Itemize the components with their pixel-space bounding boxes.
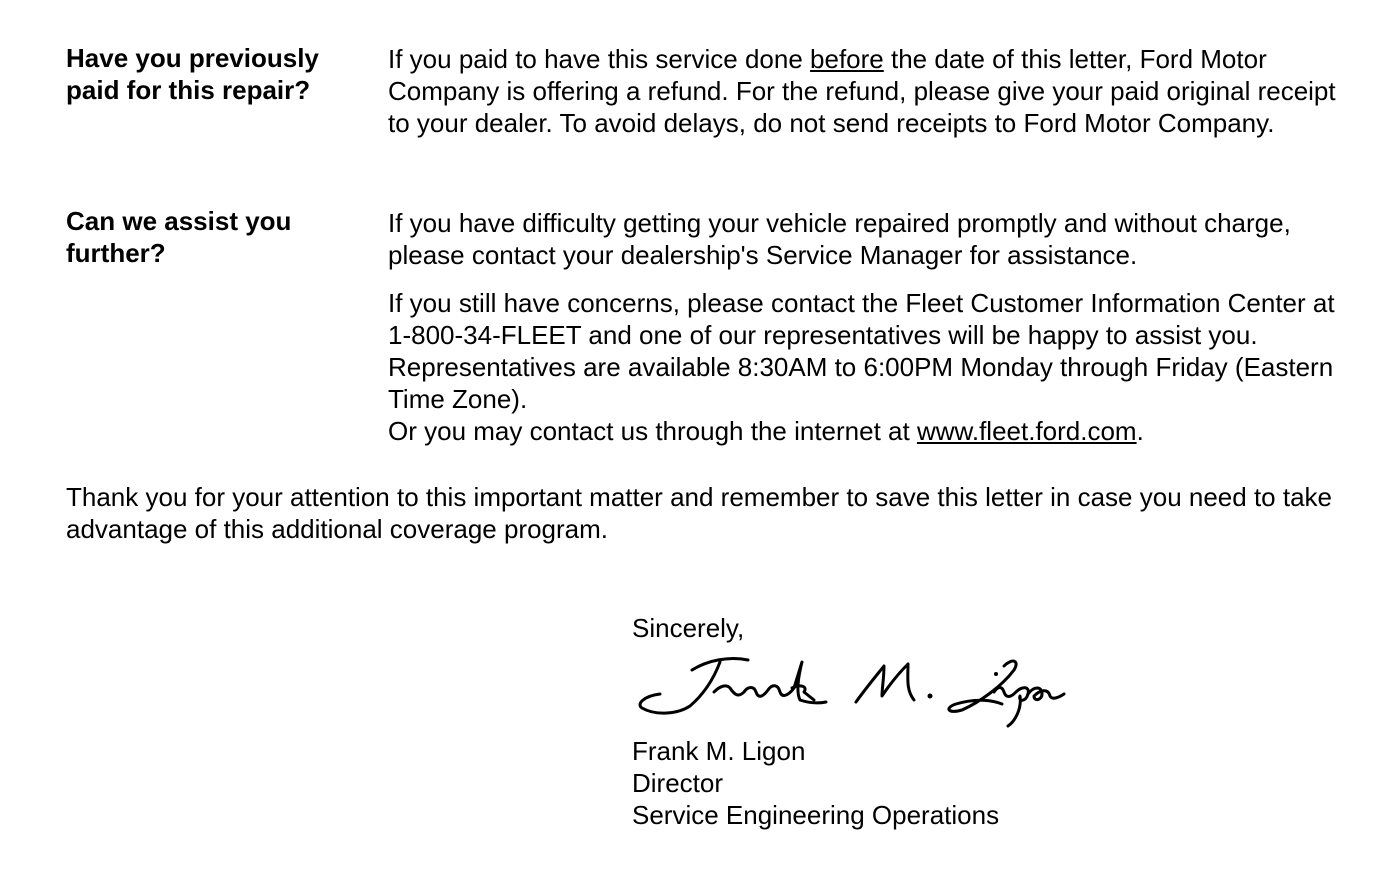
fleet-center-paragraph: If you still have concerns, please contact the Fleet Customer Information Center at 1-800-34-FLEET and one of our representatives will be happy to assist you. Representatives are available 8:30AM to 6:00PM Monday through Friday (Eastern Time Zone). — [388, 288, 1335, 414]
refund-text-end: the date of this letter, Ford Motor Company is offering a refund. For the refund, please give your paid original receipt to your dealer. To avoid delays, do not send receipts to Ford Motor Company. — [388, 44, 1336, 138]
refund-emphasis: before — [810, 44, 884, 74]
refund-paragraph — [388, 43, 1358, 139]
answer-fleet-center — [388, 287, 1358, 447]
signatory-department: Service Engineering Operations — [632, 800, 1000, 830]
salutation: Sincerely, — [632, 613, 745, 643]
closing-paragraph: Thank you for your attention to this important matter and remember to save this letter in case you need to take advantage of this additional coverage program. — [66, 482, 1332, 544]
answer-dealer-assistance — [388, 207, 1358, 271]
signature-image — [630, 652, 1070, 732]
refund-text-start: If you paid to have this service done — [388, 44, 811, 74]
internet-period: . — [1136, 416, 1144, 446]
question-previous-payment — [66, 42, 366, 106]
signatory-block — [632, 735, 1232, 831]
signatory-title: Director — [632, 768, 724, 798]
internet-contact-paragraph — [388, 415, 1358, 447]
question-line: further? — [66, 238, 166, 268]
question-assistance — [66, 205, 366, 269]
question-line: Can we assist you — [66, 206, 292, 236]
question-line: paid for this repair? — [66, 75, 311, 105]
internet-text: Or you may contact us through the internet at — [388, 416, 917, 446]
question-line: Have you previously — [66, 43, 319, 73]
answer-refund — [388, 43, 1358, 139]
signatory-name: Frank M. Ligon — [632, 736, 806, 766]
website-link[interactable]: www.fleet.ford.com — [916, 416, 1137, 446]
dealer-paragraph: If you have difficulty getting your vehicle repaired promptly and without charge, please contact your dealership's Service Manager for assistance. — [388, 208, 1291, 270]
